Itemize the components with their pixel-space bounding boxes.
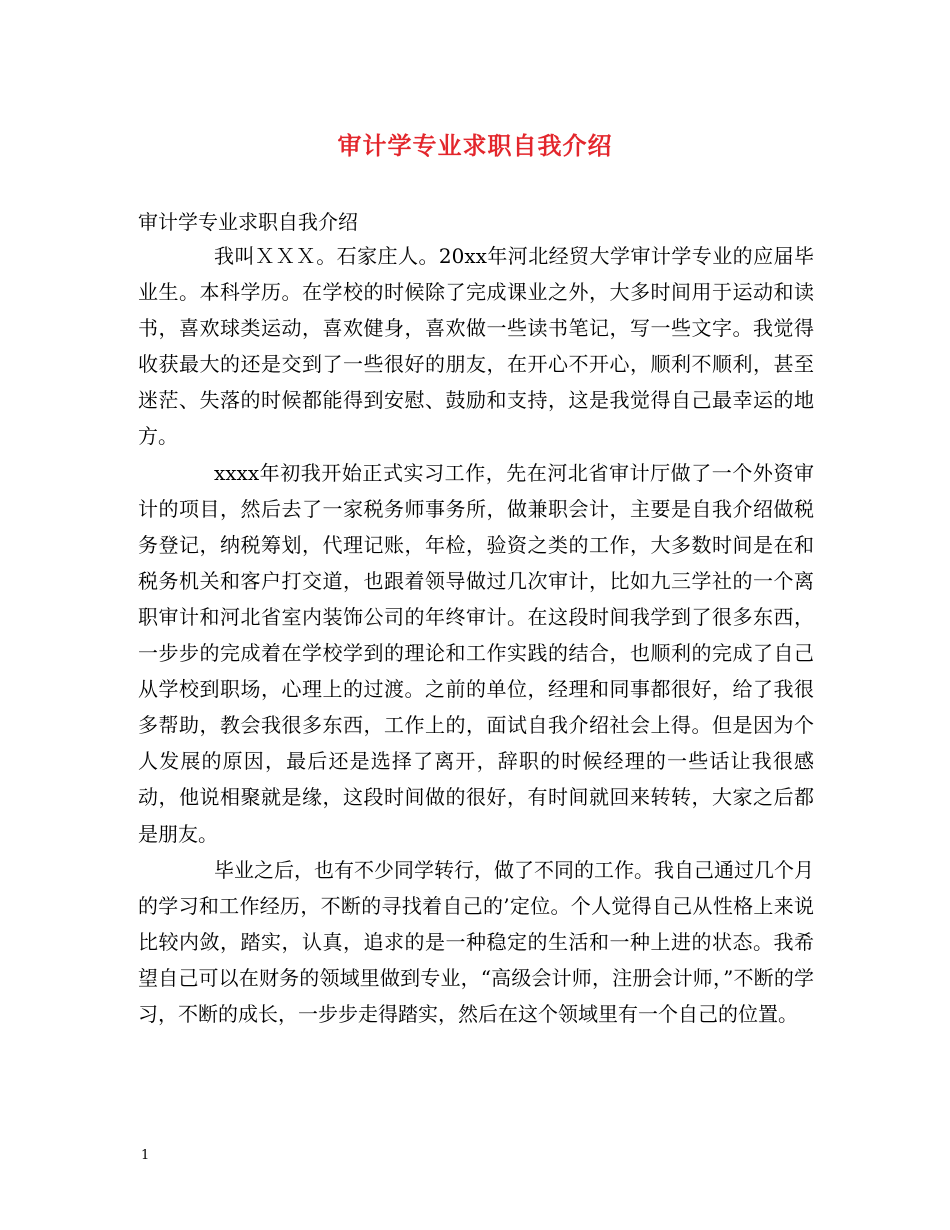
document-title: 审计学专业求职自我介绍 <box>337 131 613 160</box>
document-subtitle: 审计学专业求职自我介绍 <box>138 210 358 234</box>
paragraph-goals: 毕业之后，也有不少同学转行，做了不同的工作。我自己通过几个月的学习和工作经历，不断的寻找着自己的’定位。个人觉得自己从性格上来说比较内敛，踏实，认真，追求的是一种稳定的生活和一种上进的状态。我希望自己可以在财务的领域里做到专业，“高级会计师，注册会计师，”不断的学习，不断的成长，一步步走得踏实，然后在这个领域里有一个自己的位置。 <box>138 857 814 1026</box>
paragraph-internship: xxxx年初我开始正式实习工作，先在河北省审计厅做了一个外资审计的项目，然后去了一家税务师事务所，做兼职会计，主要是自我介绍做税务登记，纳税筹划，代理记账，年检，验资之类的工作，大多数时间是在和税务机关和客户打交道，也跟着领导做过几次审计，比如九三学社的一个离职审计和河北省室内装饰公司的年终审计。在这段时间我学到了很多东西，一步步的完成着在学校学到的理论和工作实践的结合，也顺利的完成了自己从学校到职场，心理上的过渡。之前的单位，经理和同事都很好，给了我很多帮助，教会我很多东西，工作上的，面试自我介绍社会上得。但是因为个人发展的原因，最后还是选择了离开，辞职的时候经理的一些话让我很感动，他说相聚就是缘，这段时间做的很好，有时间就回来转转，大家之后都是朋友。 <box>138 460 814 846</box>
page-number: 1 <box>141 1148 150 1163</box>
paragraph-intro: 我叫ＸＸＸ。石家庄人。20xx年河北经贸大学审计学专业的应届毕业生。本科学历。在学校的时候除了完成课业之外，大多时间用于运动和读书，喜欢球类运动，喜欢健身，喜欢做一些读书笔记，写一些文字。我觉得收获最大的还是交到了一些很好的朋友，在开心不开心，顺利不顺利，甚至迷茫、失落的时候都能得到安慰、鼓励和支持，这是我觉得自己最幸运的地方。 <box>138 244 814 449</box>
document-body <box>138 238 814 1032</box>
